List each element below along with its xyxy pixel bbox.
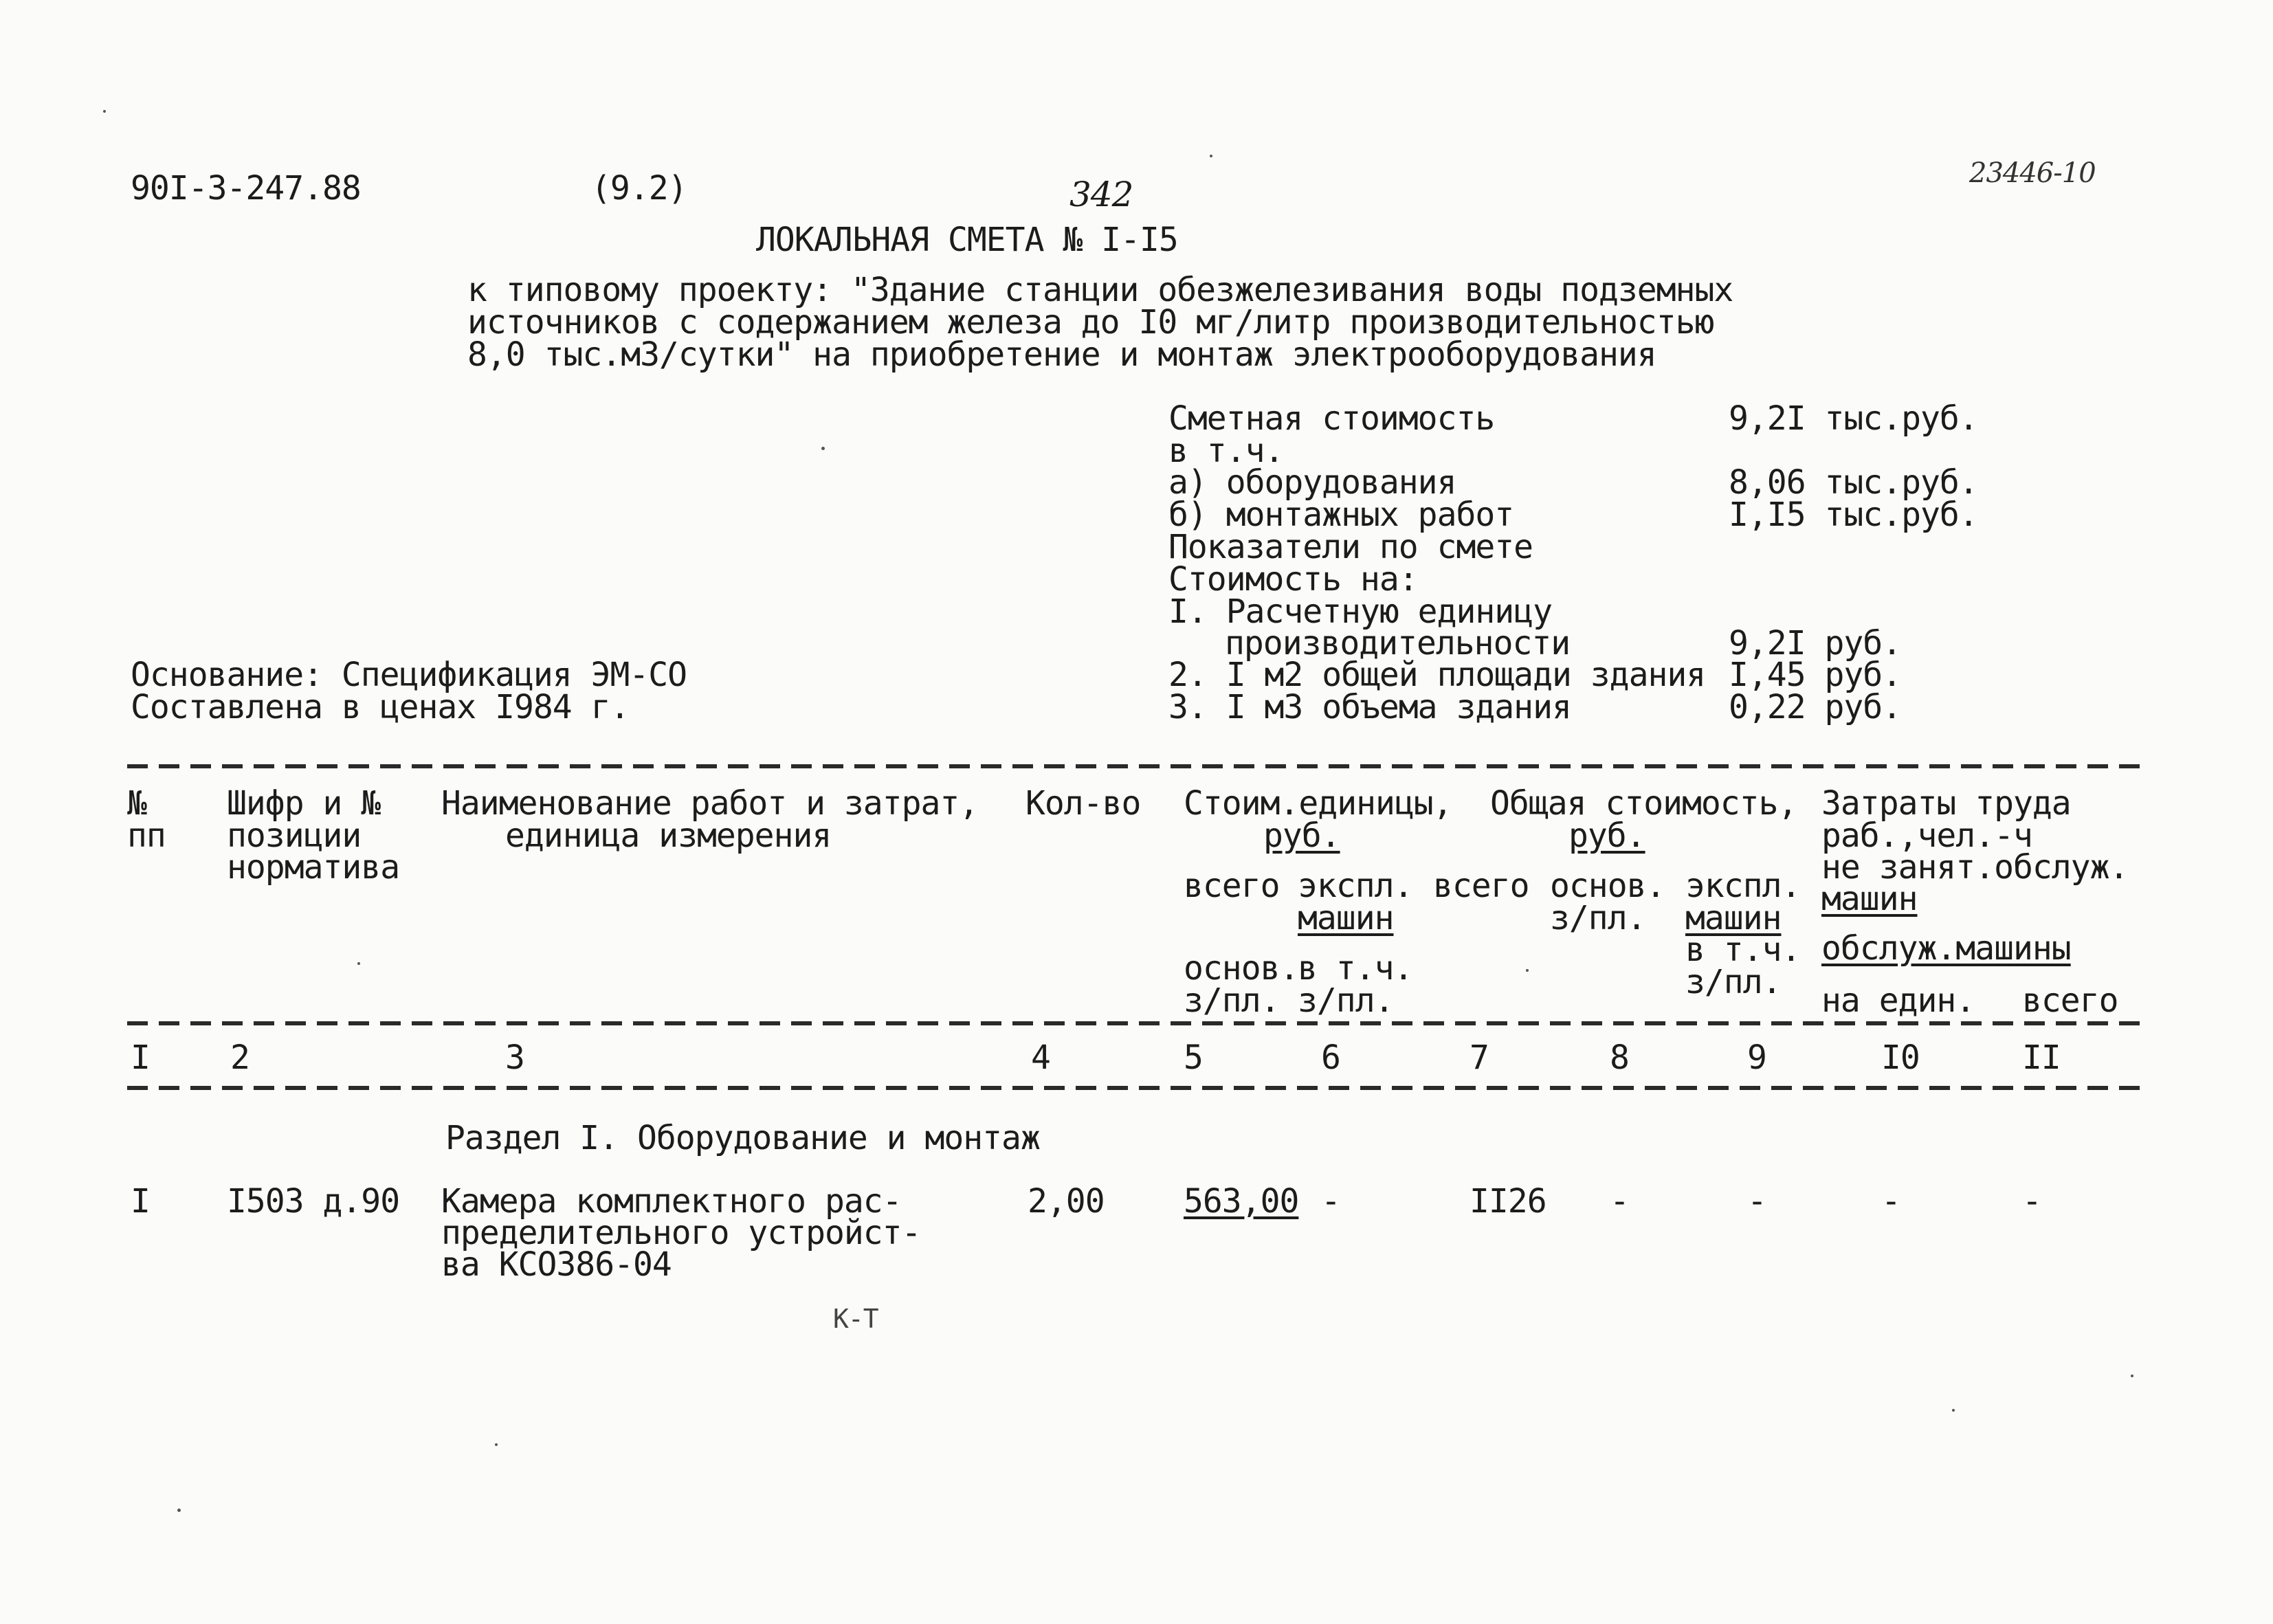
col11-header: всего (2022, 981, 2118, 1020)
col-number-3: 3 (505, 1038, 524, 1077)
col9-header-line-4: з/пл. (1685, 963, 1782, 1001)
indicator-1-line-2: производительности (1225, 624, 1571, 663)
col-number-7: 7 (1470, 1038, 1489, 1077)
installation-label: б) монтажных работ (1168, 496, 1514, 534)
indicator-2-value: I,45 руб. (1729, 656, 1902, 694)
subtitle-line-1: к типовому проекту: "Здание станции обезжелезивания воды подземных (467, 271, 1733, 309)
section-title: Раздел I. Оборудование и монтаж (445, 1119, 1040, 1157)
col9-header-line-1: экспл. (1685, 867, 1801, 905)
col8-header-line-2: з/пл. (1550, 899, 1646, 937)
basis-line: Основание: Спецификация ЭМ-СО (131, 656, 687, 694)
scan-speck (1952, 1409, 1955, 1412)
col10-header: на един. (1821, 981, 1975, 1020)
scan-speck (103, 110, 106, 113)
scan-speck (357, 962, 360, 965)
col5-6-unit: руб. (1263, 816, 1340, 855)
col6-header-line-2: машин (1298, 899, 1394, 937)
document-title: ЛОКАЛЬНАЯ СМЕТА № I-I5 (756, 221, 1178, 259)
col6-header-line-1: экспл. (1298, 867, 1413, 905)
scan-speck (495, 1443, 498, 1446)
col9-header-line-2: машин (1685, 899, 1782, 937)
footer-mark: К-Т (833, 1304, 878, 1334)
col2-header-line-3: норматива (227, 848, 400, 887)
including-label: в т.ч. (1168, 432, 1284, 470)
col-number-11: II (2022, 1038, 2061, 1077)
doc-code: 90I-3-247.88 (131, 169, 361, 208)
row-number: I (131, 1182, 150, 1221)
scan-speck (1526, 969, 1529, 972)
col5-6-header: Стоим.единицы, (1184, 784, 1452, 823)
col5-header-total: всего (1184, 867, 1280, 905)
subtitle-line-3: 8,0 тыс.м3/сутки" на приобретение и монтаж электрооборудования (467, 335, 1656, 374)
indicator-1-line-1: I. Расчетную единицу (1168, 592, 1552, 631)
col-number-6: 6 (1321, 1038, 1340, 1077)
col1-header-line-2: пп (127, 816, 166, 855)
col-number-8: 8 (1610, 1038, 1629, 1077)
numbers-bottom-rule (127, 1086, 2144, 1090)
col-number-9: 9 (1747, 1038, 1766, 1077)
scan-speck (2131, 1375, 2133, 1377)
indicator-3-value: 0,22 руб. (1729, 688, 1902, 726)
col7-header: всего (1433, 867, 1529, 905)
col6-header-line-4: з/пл. (1298, 981, 1394, 1020)
col10-11-header-line-1: Затраты труда (1821, 784, 2071, 823)
row-name-line-1: Камера комплектного рас- (441, 1182, 902, 1221)
equipment-label: а) оборудования (1168, 463, 1456, 502)
col-number-2: 2 (230, 1038, 250, 1077)
estimated-cost-label: Сметная стоимость (1168, 399, 1495, 438)
col-number-4: 4 (1031, 1038, 1050, 1077)
col-number-10: I0 (1881, 1038, 1920, 1077)
row-total: II26 (1470, 1182, 1546, 1221)
estimated-cost-value: 9,2I тыс.руб. (1729, 399, 1978, 438)
equipment-value: 8,06 тыс.руб. (1729, 463, 1978, 502)
indicators-label: Показатели по смете (1168, 528, 1533, 566)
row-quantity: 2,00 (1028, 1182, 1105, 1221)
row-unit-machines: - (1321, 1182, 1340, 1221)
row-unit-total: 563,00 (1184, 1182, 1299, 1221)
col10-11-header-line-3: не занят.обслуж. (1821, 848, 2129, 887)
col7-9-unit: руб. (1568, 816, 1645, 855)
table-top-rule (127, 764, 2144, 768)
col8-header-line-1: основ. (1550, 867, 1665, 905)
col5-header-wage: з/пл. (1184, 981, 1280, 1020)
page-number: 342 (1069, 175, 1133, 214)
col3-header-line-2: единица измерения (505, 816, 832, 855)
row-base-wage: - (1610, 1182, 1629, 1221)
indicator-3-label: 3. I м3 объема здания (1168, 688, 1571, 726)
indicator-1-value: 9,2I руб. (1729, 624, 1902, 663)
col4-header: Кол-во (1025, 784, 1141, 823)
scan-speck (177, 1509, 181, 1512)
col10-11-header-line-5: обслуж.машины (1821, 929, 2071, 968)
col2-header-line-1: Шифр и № (227, 784, 381, 823)
col10-11-header-line-4: машин (1821, 880, 1918, 918)
row-name-line-3: ва КСО386-04 (441, 1245, 672, 1284)
prices-line: Составлена в ценах I984 г. (131, 688, 630, 726)
col9-header-line-3: в т.ч. (1685, 931, 1801, 969)
row-machines-total: - (1747, 1182, 1766, 1221)
col-number-1: I (131, 1038, 150, 1077)
row-labor-total: - (2022, 1182, 2041, 1221)
col7-9-header: Общая стоимость, (1490, 784, 1797, 823)
col6-header-line-3: в т.ч. (1298, 949, 1413, 988)
cost-for-label: Стоимость на: (1168, 560, 1418, 599)
subtitle-line-2: источников с содержанием железа до I0 мг/литр производительностью (467, 303, 1714, 342)
scan-speck (821, 447, 825, 450)
row-code: I503 д.90 (227, 1182, 400, 1221)
row-name-line-2: пределительного устройст- (441, 1214, 921, 1252)
col2-header-line-2: позиции (227, 816, 362, 855)
header-bottom-rule (127, 1021, 2144, 1025)
col-number-5: 5 (1184, 1038, 1203, 1077)
col1-header-line-1: № (127, 784, 146, 823)
archive-number: 23446-10 (1969, 157, 2096, 189)
col10-11-header-line-2: раб.,чел.-ч (1821, 816, 2032, 855)
col3-header-line-1: Наименование работ и затрат, (441, 784, 979, 823)
col5-header-base: основ. (1184, 949, 1299, 988)
doc-index: (9.2) (591, 169, 687, 208)
row-labor-unit: - (1881, 1182, 1900, 1221)
indicator-2-label: 2. I м2 общей площади здания (1168, 656, 1706, 694)
scan-speck (1210, 155, 1212, 157)
installation-value: I,I5 тыс.руб. (1729, 496, 1978, 534)
